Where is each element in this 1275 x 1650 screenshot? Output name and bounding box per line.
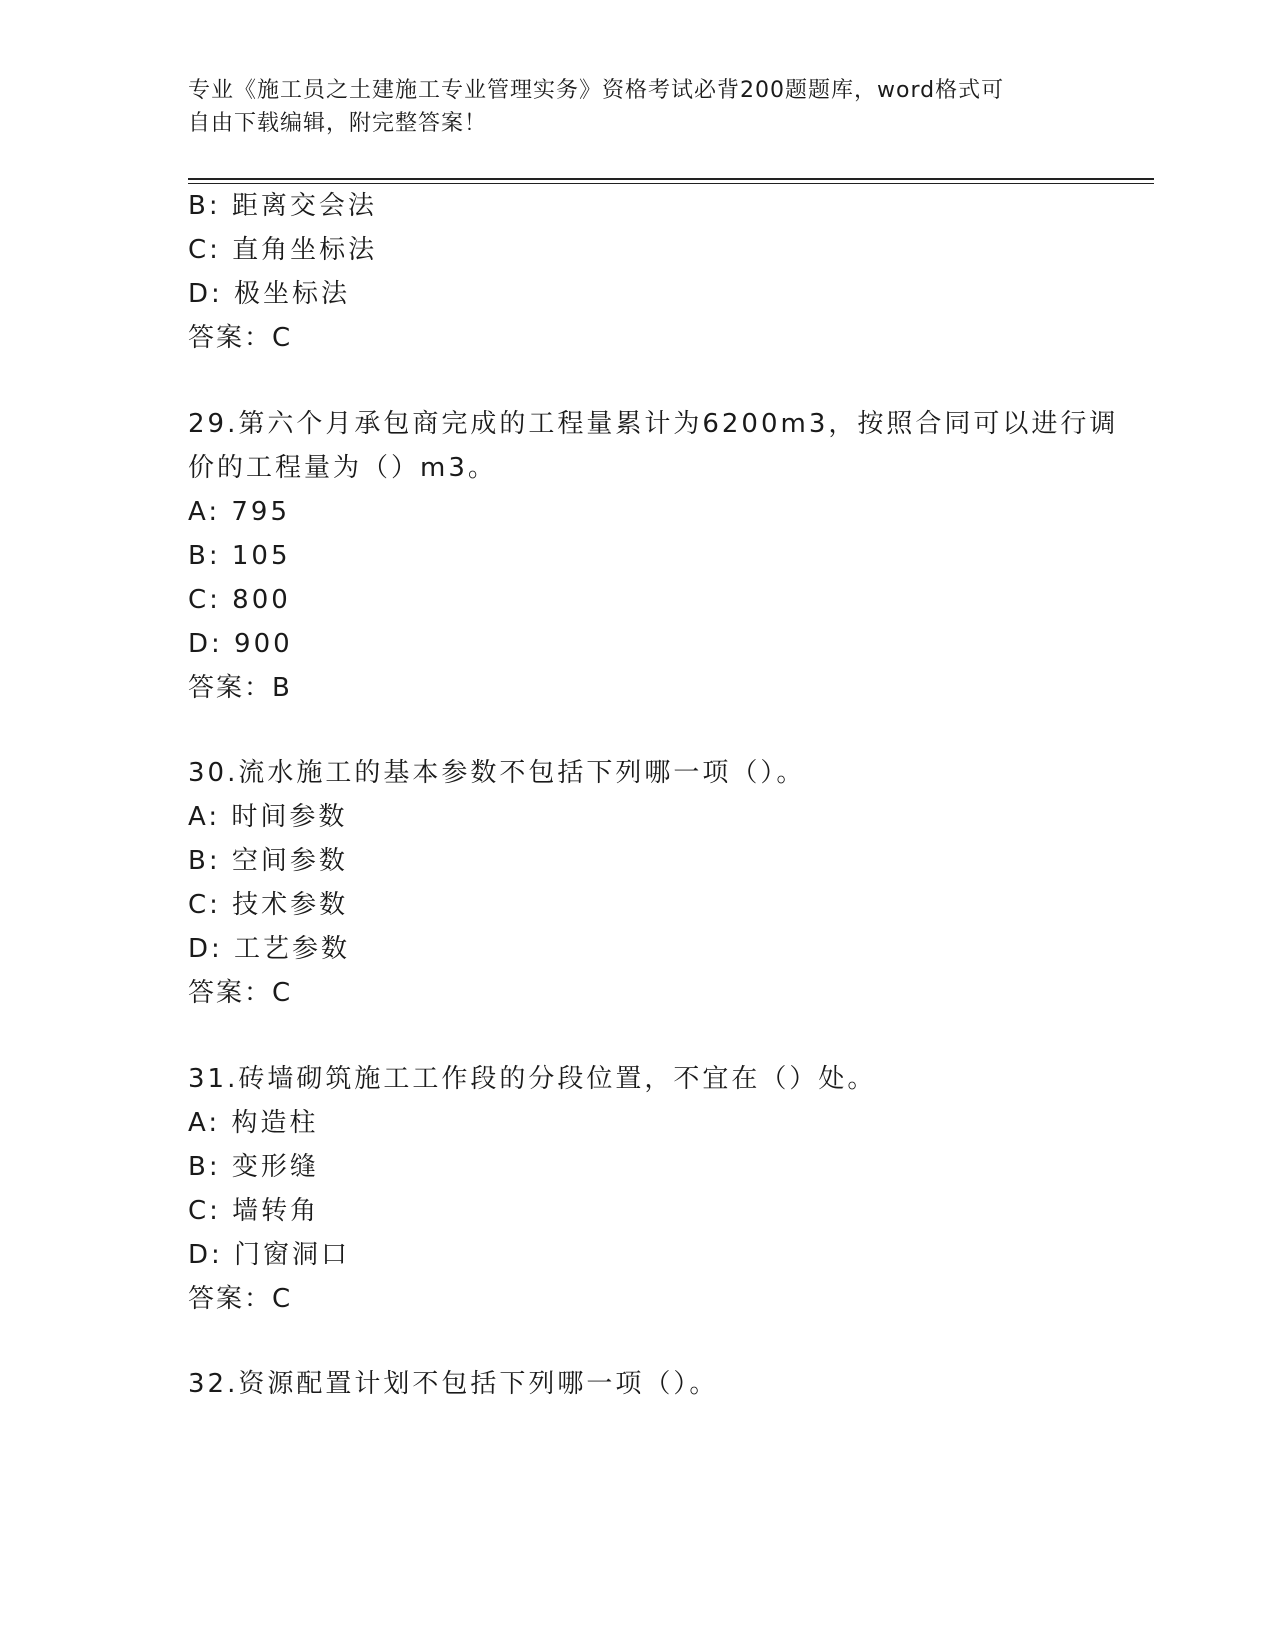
option-d: D: 极坐标法 xyxy=(188,279,351,309)
option-a: A: 构造柱 xyxy=(188,1108,319,1138)
option-b: B: 距离交会法 xyxy=(188,191,377,221)
question-text-line-1: 31.砖墙砌筑施工工作段的分段位置，不宜在（）处。 xyxy=(188,1064,877,1094)
question-text-line-1: 30.流水施工的基本参数不包括下列哪一项（）。 xyxy=(188,758,806,788)
header-divider-thin xyxy=(188,183,1154,184)
document-header xyxy=(188,74,1068,140)
option-c: C: 800 xyxy=(188,585,291,615)
header-line-1: 专业《施工员之土建施工专业管理实务》资格考试必背200题题库，word格式可 xyxy=(188,78,1005,103)
question-text-line-1: 29.第六个月承包商完成的工程量累计为6200m3，按照合同可以进行调 xyxy=(188,409,1119,439)
question-text-line-1: 32.资源配置计划不包括下列哪一项（）。 xyxy=(188,1369,719,1399)
option-d: D: 门窗洞口 xyxy=(188,1240,351,1270)
option-b: B: 空间参数 xyxy=(188,846,348,876)
question-text-line-2: 价的工程量为（）m3。 xyxy=(188,453,497,483)
option-a: A: 795 xyxy=(188,497,290,527)
answer-line: 答案：C xyxy=(188,323,293,353)
option-c: C: 直角坐标法 xyxy=(188,235,378,265)
answer-line: 答案：B xyxy=(188,673,292,703)
option-d: D: 900 xyxy=(188,629,293,659)
answer-line: 答案：C xyxy=(188,1284,293,1314)
option-c: C: 技术参数 xyxy=(188,890,349,920)
option-d: D: 工艺参数 xyxy=(188,934,351,964)
answer-line: 答案：C xyxy=(188,978,293,1008)
header-line-2: 自由下载编辑，附完整答案！ xyxy=(188,111,488,136)
header-divider-thick xyxy=(188,178,1154,180)
option-a: A: 时间参数 xyxy=(188,802,348,832)
option-b: B: 105 xyxy=(188,541,291,571)
option-b: B: 变形缝 xyxy=(188,1152,319,1182)
option-c: C: 墙转角 xyxy=(188,1196,320,1226)
